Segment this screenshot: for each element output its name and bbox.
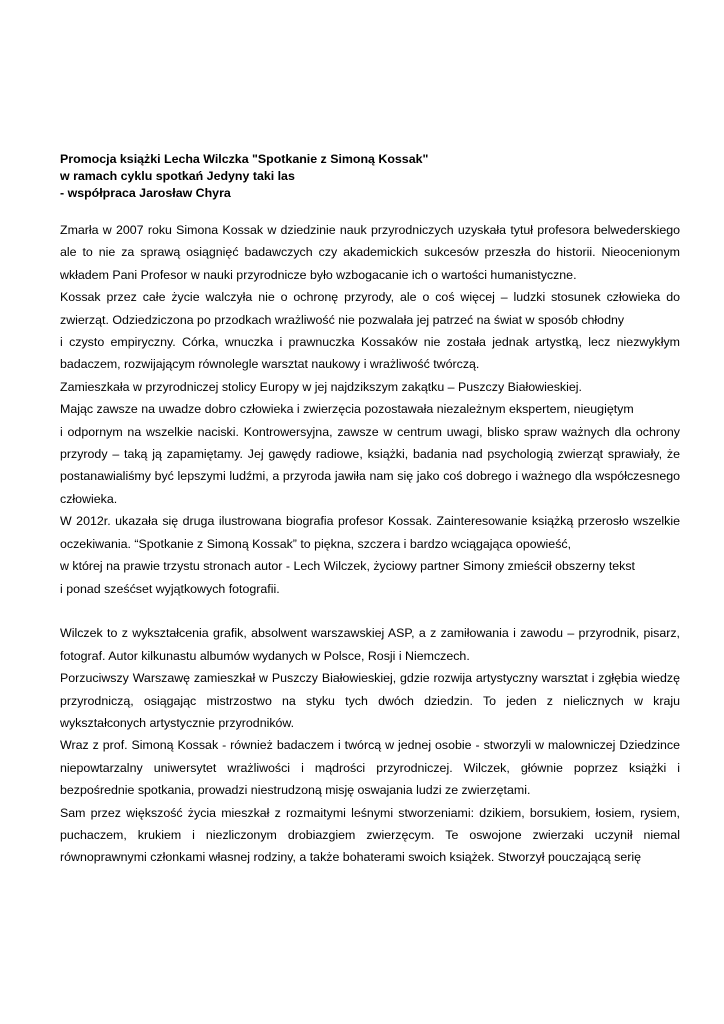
document-page <box>60 151 680 869</box>
paragraph-bialowieza: Zamieszkała w przyrodniczej stolicy Europy w jej najdzikszym zakątku – Puszczy Białowieskiej. <box>60 379 582 394</box>
paragraph-expert: Mając zawsze na uwadze dobro człowieka i zwierzęcia pozostawała niezależnym ekspertem, nieugiętym <box>60 402 634 417</box>
document-heading <box>60 151 680 202</box>
paragraph-photos: i ponad sześćset wyjątkowych fotografii. <box>60 581 280 596</box>
paragraph-dziedzinka: Wraz z prof. Simoną Kossak - również badaczem i twórcą w jednej osobie - stworzyli w malowniczej Dziedzince niepowtarzalny uniwersytet wrażliwości i mądrości przyrodniczej. Wilczek, głównie poprzez książki i bezpośrednie spotkania, prowadzi niestrudzoną misję oswajania ludzi ze zwierzętami. <box>60 738 680 798</box>
paragraph-kossak-struggle: Kossak przez całe życie walczyła nie o ochronę przyrody, ale o coś więcej – ludzki stosunek człowieka do zwierząt. Odziedziczona po przodkach wrażliwość nie pozwalała jej patrzeć na świat w sposób chłodny <box>60 290 680 327</box>
heading-line-1: Promocja książki Lecha Wilczka "Spotkanie z Simoną Kossak" <box>60 152 429 166</box>
paragraph-intro: Zmarła w 2007 roku Simona Kossak w dziedzinie nauk przyrodniczych uzyskała tytuł profesora belwederskiego ale to nie za sprawą osiągnięć badawczych czy akademickich sukcesów przeszła do historii. Nieocenionym wkładem Pani Profesor w nauki przyrodnicze było wzbogacanie ich o wartości humanistyczne. <box>60 223 680 282</box>
paragraph-controversial: i odpornym na wszelkie naciski. Kontrowersyjna, zawsze w centrum uwagi, blisko spraw ważnych dla ochrony przyrody – taką ją zapamiętamy. Jej gawędy radiowe, książki, badania nad psychologią zwierząt sprawiały, że postanawialiśmy być lepszymi ludźmi, a przyroda jawiła nam się jako coś dobrego i ważnego dla współczesnego człowieka. <box>60 424 680 506</box>
paragraph-kossak-family: i czysto empiryczny. Córka, wnuczka i prawnuczka Kossaków nie została jednak artystką, lecz niezwykłym badaczem, rozwijającym równolegle warsztat naukowy i wrażliwość twórczą. <box>60 335 680 372</box>
paragraph-animals: Sam przez większość życia mieszkał z rozmaitymi leśnymi stworzeniami: dzikiem, borsukiem, łosiem, rysiem, puchaczem, krukiem i niezliczonym drobiazgiem zwierzęcym. Te oswojone zwierzaki uczynił niemal równoprawnymi członkami własnej rodziny, a także bohaterami swoich książek. Stworzył pouczającą serię <box>60 805 680 865</box>
heading-line-2: w ramach cyklu spotkań Jedyny taki las <box>60 169 295 183</box>
paragraph-wilczek-puszcza: Porzuciwszy Warszawę zamieszkał w Puszczy Białowieskiej, gdzie rozwija artystyczny warsztat i zgłębia wiedzę przyrodniczą, osiągając mistrzostwo na styku tych dwóch dziedzin. To jeden z nielicznych w kraju wykształconych artystycznie przyrodników. <box>60 671 680 730</box>
paragraph-author: w której na prawie trzystu stronach autor - Lech Wilczek, życiowy partner Simony zmieścił obszerny tekst <box>60 559 635 574</box>
heading-line-3: - współpraca Jarosław Chyra <box>60 186 231 200</box>
paragraph-spacer <box>60 600 680 622</box>
paragraph-biography: W 2012r. ukazała się druga ilustrowana biografia profesor Kossak. Zainteresowanie książką przerosło wszelkie oczekiwania. “Spotkanie z Simoną Kossak” to piękna, szczera i bardzo wciągająca opowieść, <box>60 514 680 551</box>
document-body <box>60 219 680 869</box>
paragraph-wilczek-bio: Wilczek to z wykształcenia grafik, absolwent warszawskiej ASP, a z zamiłowania i zawodu – przyrodnik, pisarz, fotograf. Autor kilkunastu albumów wydanych w Polsce, Rosji i Niemczech. <box>60 626 680 663</box>
